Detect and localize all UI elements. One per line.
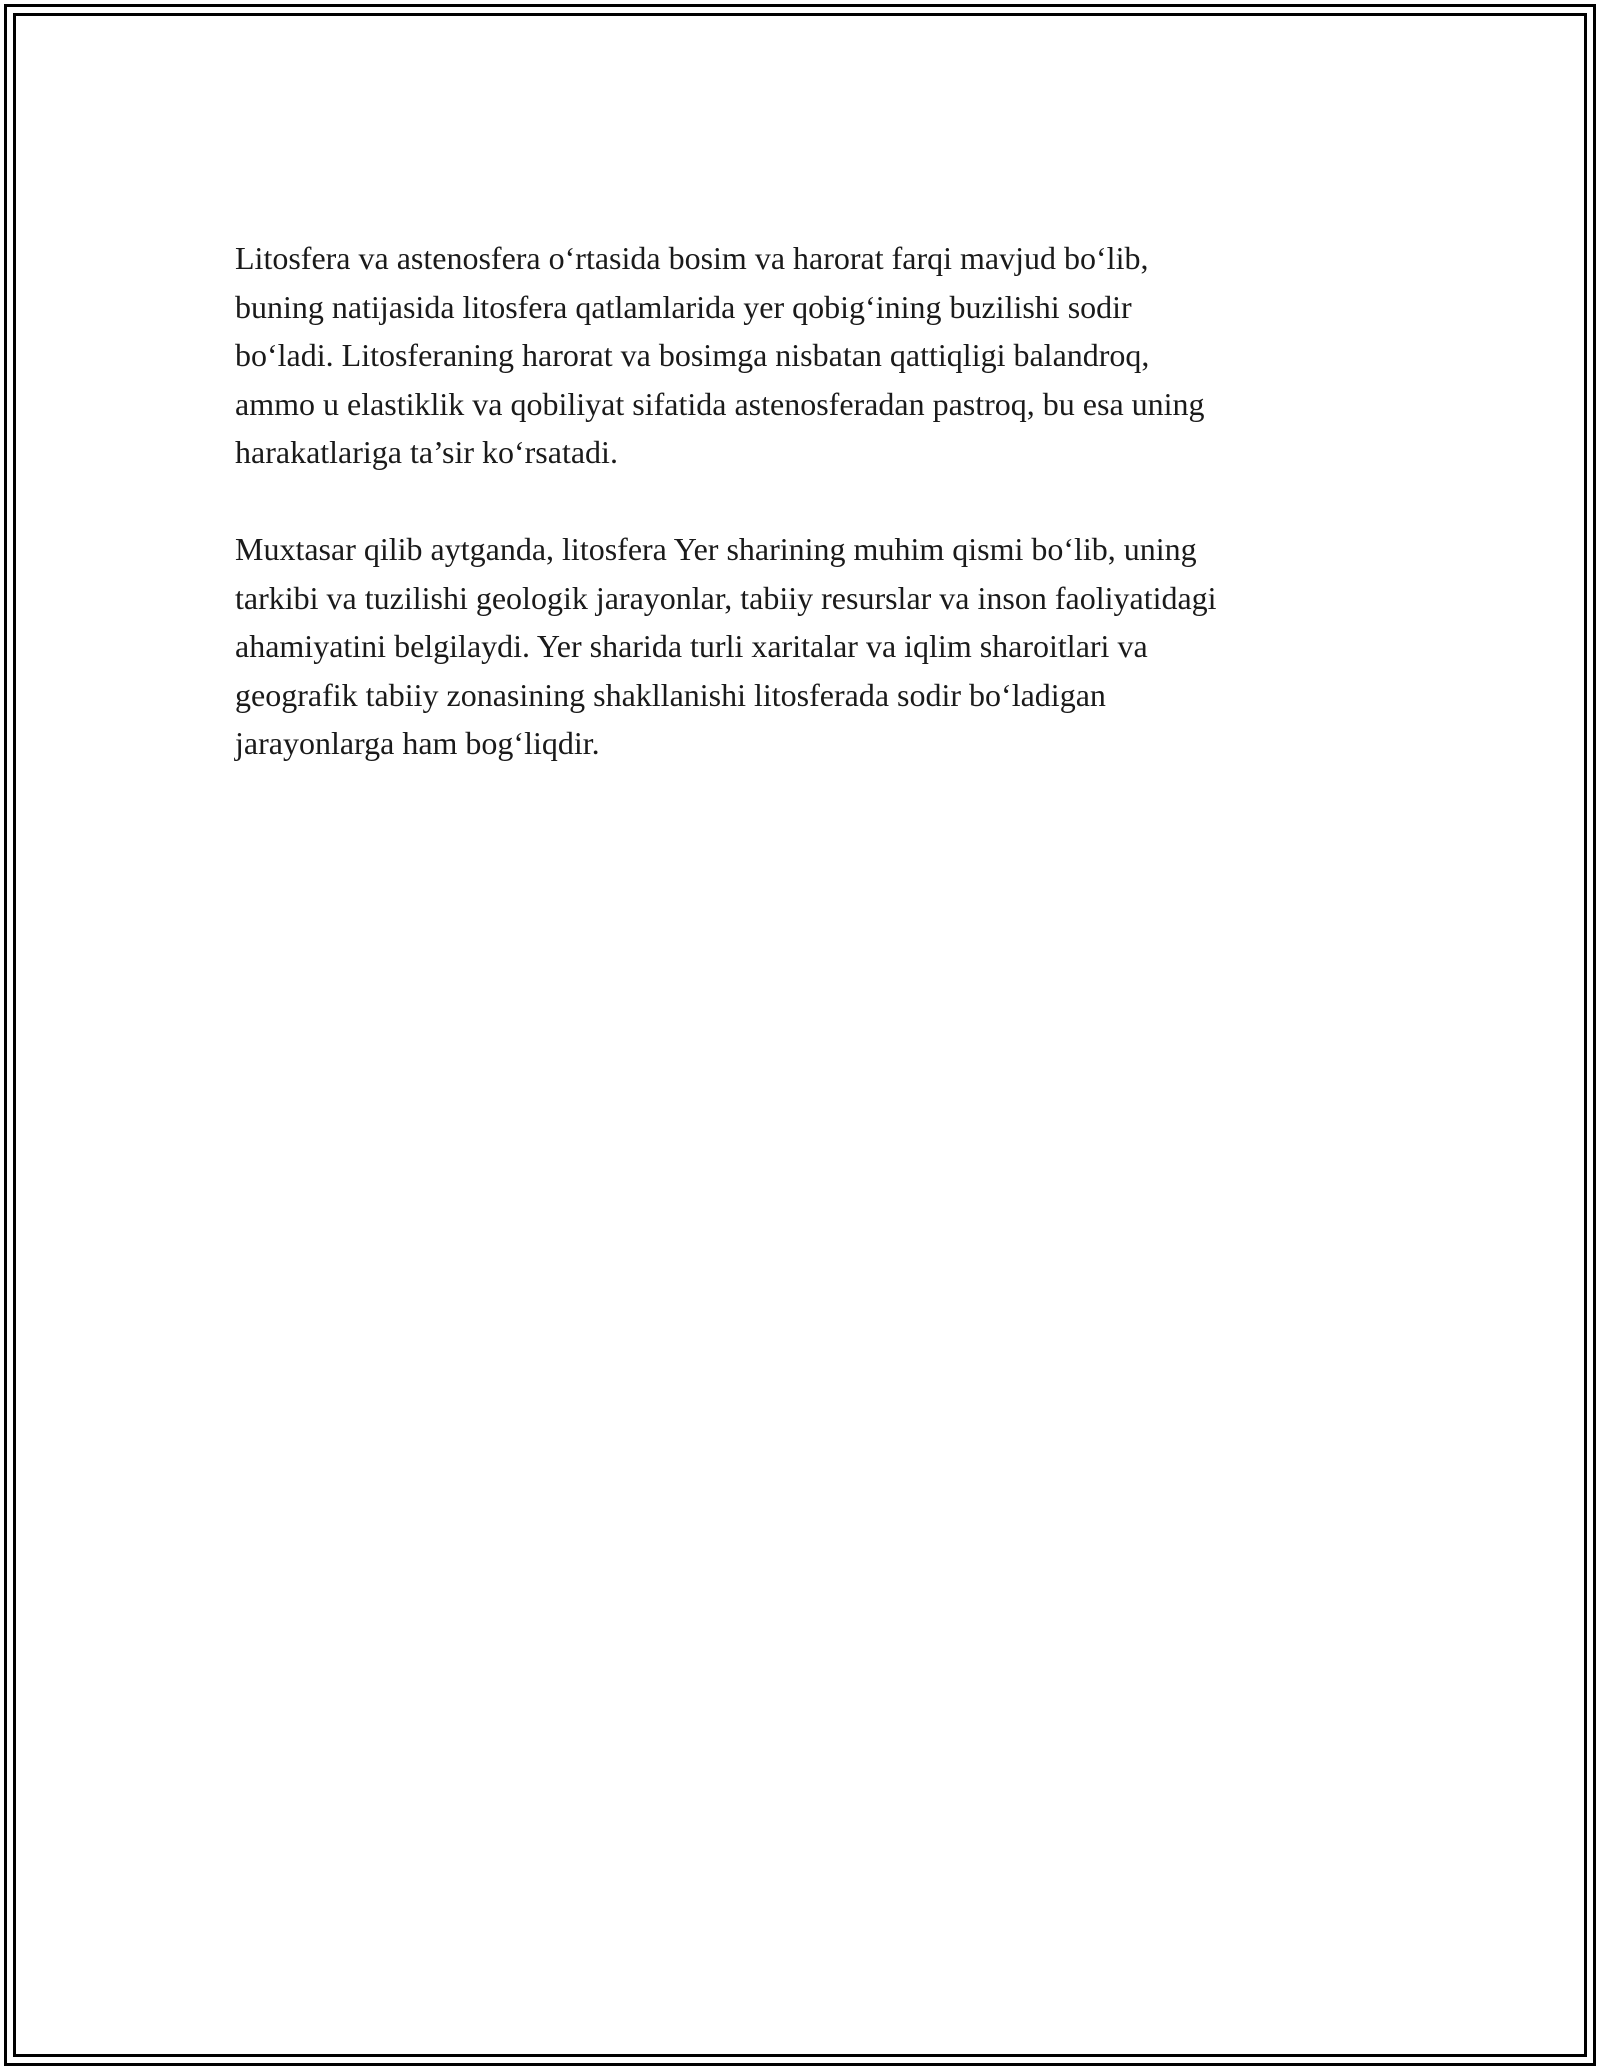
text-line: bo‘ladi. Litosferaning harorat va bosimga nisbatan qattiqligi balandroq,: [235, 337, 1150, 373]
text-line: Muxtasar qilib aytganda, litosfera Yer sharining muhim qismi bo‘lib, uning: [235, 531, 1197, 567]
document-body: [235, 234, 1375, 768]
text-line: buning natijasida litosfera qatlamlarida yer qobig‘ining buzilishi sodir: [235, 288, 1132, 325]
text-line: jarayonlarga ham bog‘liqdir.: [235, 725, 600, 761]
text-line: ammo u elastiklik va qobiliyat sifatida astenosferadan pastroq, bu esa uning: [235, 385, 1205, 422]
text-line: Litosfera va astenosfera o‘rtasida bosim va harorat farqi mavjud bo‘lib,: [235, 240, 1149, 276]
text-line: ahamiyatini belgilaydi. Yer sharida turli xaritalar va iqlim sharoitlari va: [235, 628, 1148, 664]
text-line: tarkibi va tuzilishi geologik jarayonlar, tabiiy resurslar va inson faoliyatidagi: [235, 579, 1217, 616]
paragraph-summary: [235, 525, 1375, 768]
text-line: geografik tabiiy zonasining shakllanishi litosferada sodir bo‘ladigan: [235, 676, 1106, 713]
text-line: harakatlariga ta’sir ko‘rsatadi.: [235, 434, 618, 470]
paragraph-lithosphere-asthenosphere: [235, 234, 1375, 477]
